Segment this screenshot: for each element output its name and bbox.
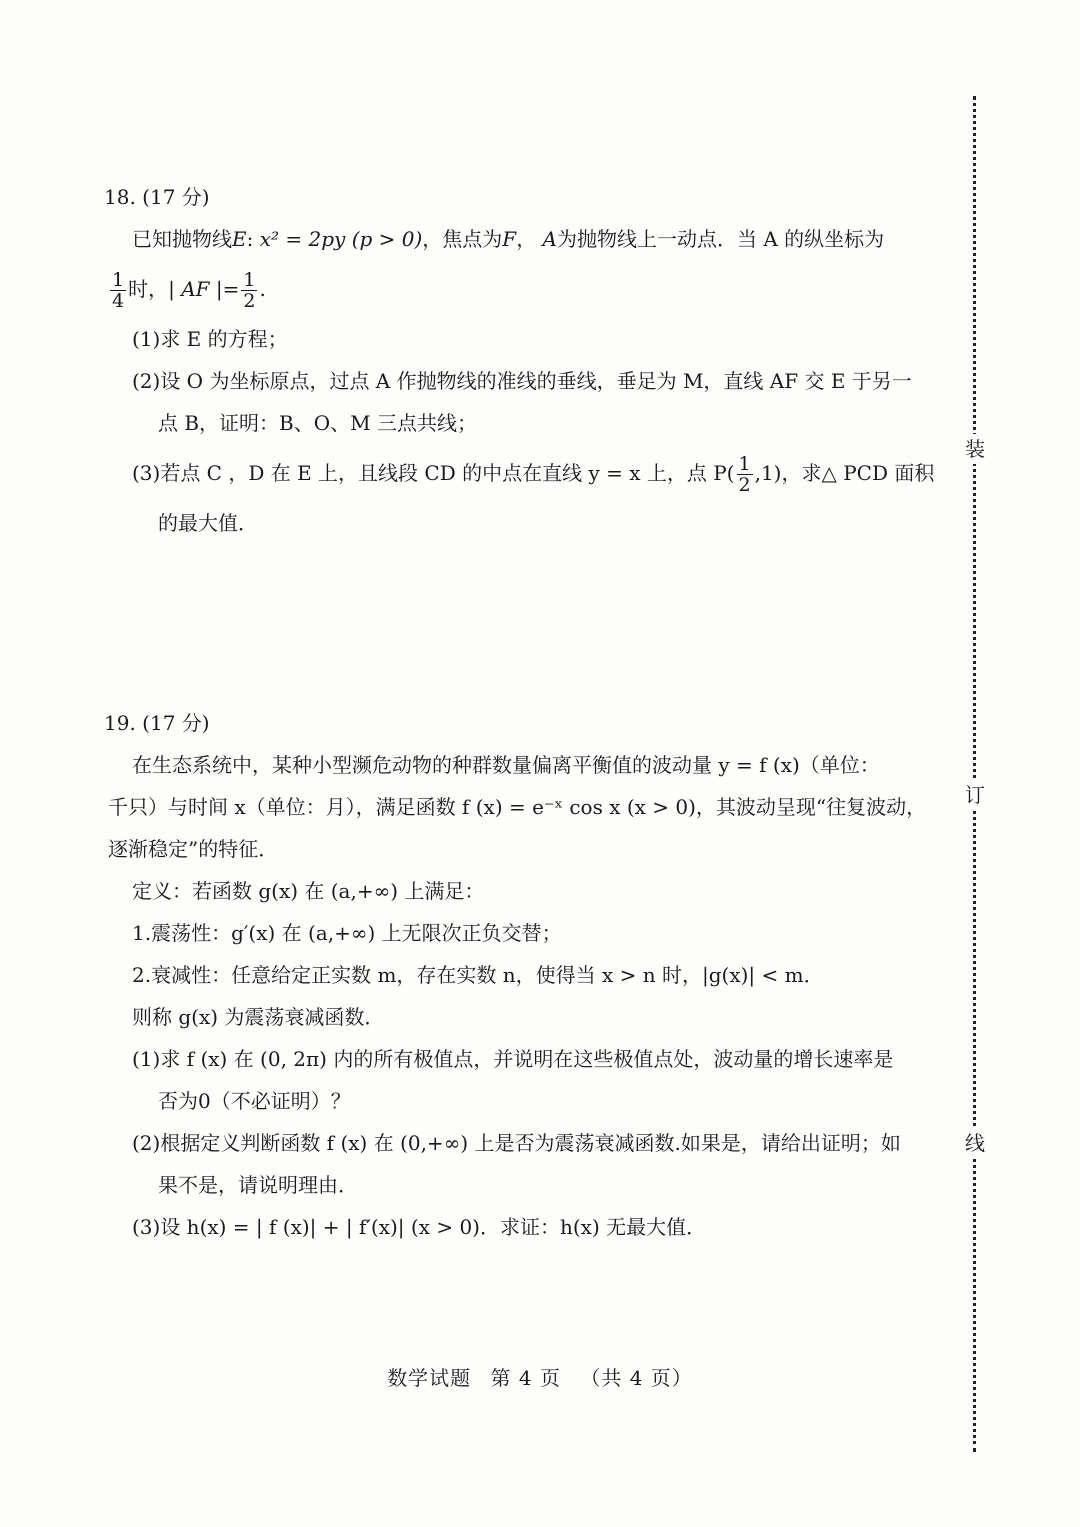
question-19-definition: 定义：若函数 g(x) 在 (a,+∞) 上满足：	[132, 879, 485, 903]
question-18-part3-line1: (3)若点 C ，D 在 E 上，且线段 CD 的中点在直线 y = x 上，点 P( $\frac{1}{2}$ ,1)，求△ PCD 面积	[132, 453, 935, 496]
fraction-one-half-p: $\frac{1}{2}$	[738, 453, 751, 496]
question-19-header: 19. (17 分)	[104, 711, 210, 735]
question-18-stem-line2: $\frac{1}{4}$ 时，| AF |= $\frac{1}{2}$ .	[112, 269, 266, 312]
question-18-stem-line1: 已知抛物线E: x² = 2py (p > 0)，焦点为F， A为抛物线上一动点．当 A 的纵坐标为	[132, 227, 885, 251]
footer-subject: 数学试题	[387, 1366, 472, 1390]
question-19-para1-line3: 逐渐稳定”的特征．	[108, 837, 279, 861]
question-18	[104, 176, 935, 544]
question-19-part1-line1: (1)求 f (x) 在 (0, 2π) 内的所有极值点，并说明在这些极值点处，波动量的增长速率是	[132, 1047, 894, 1071]
question-18-part1: (1)求 E 的方程；	[132, 327, 288, 351]
footer-total-pages: （共 4 页）	[580, 1366, 693, 1390]
question-19-def-item2: 2.衰减性：任意给定正实数 m，存在实数 n，使得当 x > n 时，|g(x)| < m．	[132, 963, 824, 987]
binding-char-ding: 订	[961, 780, 989, 810]
question-19	[104, 702, 927, 1248]
question-19-def-item1: 1.震荡性：g′(x) 在 (a,+∞) 上无限次正负交替；	[132, 921, 562, 945]
page-footer	[0, 1362, 1080, 1391]
binding-char-xian: 线	[961, 1128, 989, 1158]
fraction-one-half: $\frac{1}{2}$	[243, 269, 256, 312]
question-18-part3-line2: 的最大值．	[158, 511, 258, 535]
fraction-one-quarter: $\frac{1}{4}$	[112, 269, 125, 312]
question-18-header: 18. (17 分)	[104, 185, 210, 209]
question-18-part2-line2: 点 B，证明：B、O、M 三点共线；	[158, 411, 477, 435]
question-19-part2-line1: (2)根据定义判断函数 f (x) 在 (0,+∞) 上是否为震荡衰减函数.如果是，请给出证明；如	[132, 1131, 901, 1155]
question-19-part3: (3)设 h(x) = | f (x)| + | f′(x)| (x > 0)．求证：h(x) 无最大值．	[132, 1215, 707, 1239]
question-19-para1-line1: 在生态系统中，某种小型濒危动物的种群数量偏离平衡值的波动量 y = f (x)（单位：	[132, 753, 880, 777]
question-18-part2-line1: (2)设 O 为坐标原点，过点 A 作抛物线的准线的垂线，垂足为 M，直线 AF 交 E 于另一	[132, 369, 912, 393]
question-19-def-conclusion: 则称 g(x) 为震荡衰减函数．	[132, 1005, 385, 1029]
question-19-para1-line2: 千只）与时间 x（单位：月），满足函数 f (x) = e⁻ˣ cos x (x > 0)，其波动呈现“往复波动，	[108, 795, 927, 819]
question-19-part1-line2: 否为0（不必证明）？	[158, 1089, 351, 1113]
binding-char-zhuang: 装	[961, 434, 989, 464]
binding-dotted-line	[973, 96, 976, 1452]
question-19-part2-line2: 果不是，请说明理由．	[158, 1173, 358, 1197]
footer-page-number: 第 4 页	[490, 1366, 561, 1390]
